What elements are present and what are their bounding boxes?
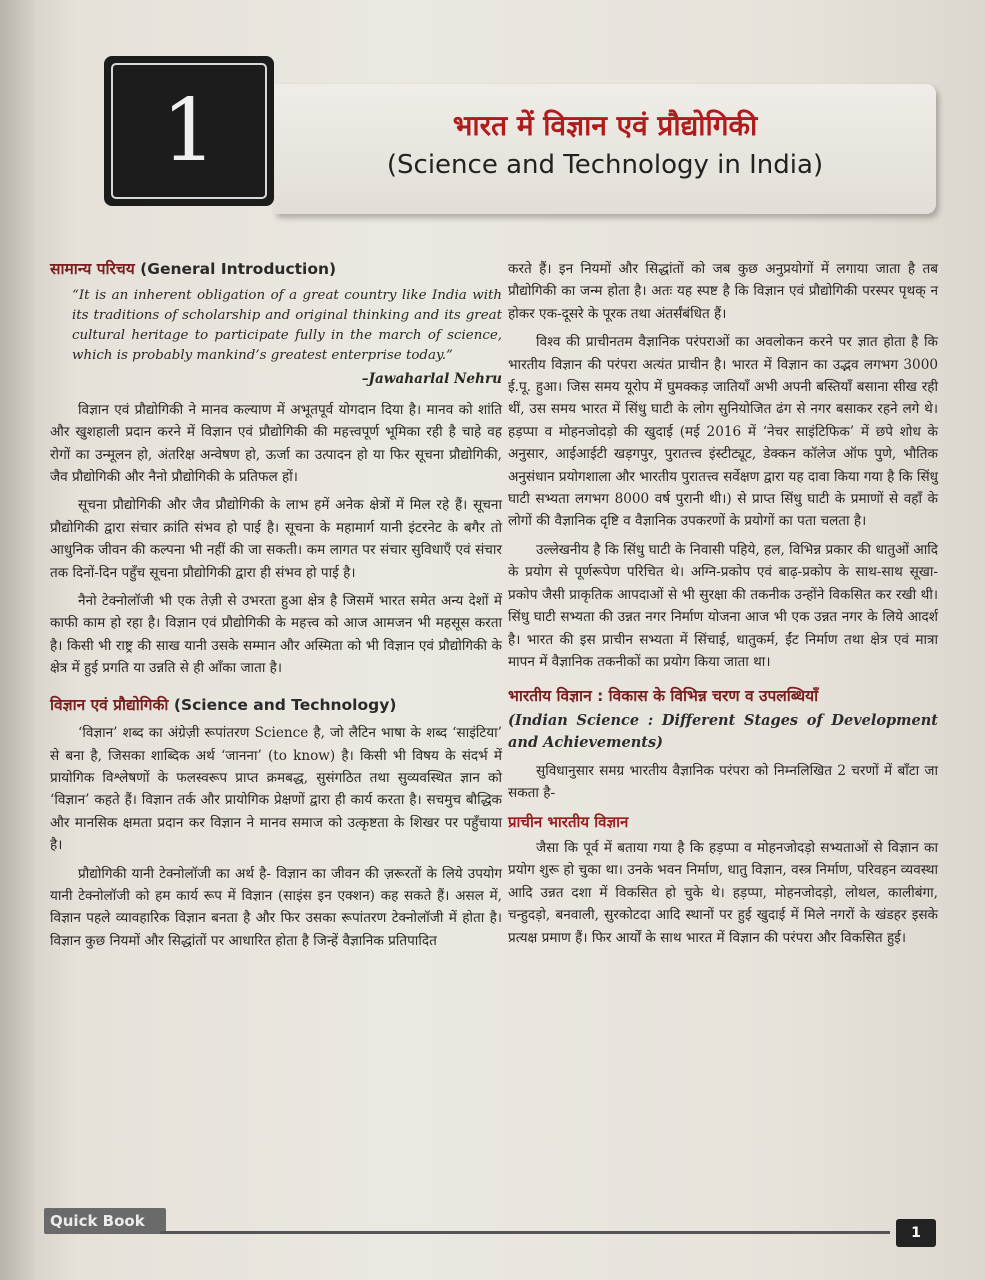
chapter-title-english: (Science and Technology in India) [386, 150, 824, 180]
intro-paragraph-1: विज्ञान एवं प्रौद्योगिकी ने मानव कल्याण में अभूतपूर्व योगदान दिया है। मानव को शांति और खुशहाली प्रदान करने में विज्ञान एवं प्रौद्योगिकी की महत्त्वपूर्ण भूमिका रही है चाहे वह रोगों का उन्मूलन हो, अंतरिक्ष अन्वेषण हो, ऊर्जा का उत्पादन हो या फिर सूचना प्रौद्योगिकी, जैव प्रौद्योगिकी और नैनो प्रौद्योगिकी के प्रतिफल हों। [50, 401, 502, 486]
intro-paragraph-2: सूचना प्रौद्योगिकी और जैव प्रौद्योगिकी के लाभ हमें अनेक क्षेत्रों में मिल रहे हैं। सूचना प्रौद्योगिकी द्वारा संचार क्रांति संभव हो पाई है। सूचना के महामार्ग यानी इंटरनेट के बगैर तो आधुनिक जीवन की कल्पना भी नहीं की जा सकती। कम लागत पर संचार सुविधाएँ एवं संचार तक दिनों-दिन पहुँच सूचना प्रौद्योगिकी द्वारा ही संभव हो पाई है। [50, 497, 502, 581]
left-column [50, 258, 502, 958]
chapter-title-banner [274, 84, 936, 214]
chapter-number: 1 [111, 63, 267, 199]
ancient-science-heading: प्राचीन भारतीय विज्ञान [508, 812, 629, 831]
science-heading-hindi: विज्ञान एवं प्रौद्योगिकी [50, 695, 169, 714]
stages-paragraph: सुविधानुसार समग्र भारतीय वैज्ञानिक परंपरा को निम्नलिखित 2 चरणों में बाँटा जा सकता है- [508, 762, 938, 802]
chapter-title-hindi: भारत में विज्ञान एवं प्रौद्योगिकी [452, 109, 758, 142]
stages-heading-hindi: भारतीय विज्ञान : विकास के विभिन्न चरण व उपलब्धियाँ [508, 687, 819, 706]
book-spine [0, 0, 34, 1280]
science-heading-english: (Science and Technology) [173, 695, 397, 714]
stages-heading-english: (Indian Science : Different Stages of Development and Achievements) [508, 711, 938, 751]
indus-valley-paragraph: उल्लेखनीय है कि सिंधु घाटी के निवासी पहिये, हल, विभिन्न प्रकार की धातुओं आदि के प्रयोग से पूर्णरूपेण परिचित थे। अग्नि-प्रकोप एवं बाढ़-प्रकोप के साथ-साथ सूखा-प्रकोप जैसी प्राकृतिक आपदाओं से भी सुरक्षा की तकनीक उन्होंने विकसित कर रखी थी। सिंधु घाटी सभ्यता की उन्नत नगर निर्माण योजना आज भी एक उन्नत नगर के लिये आदर्श है। भारत की इस प्राचीन सभ्यता में सिंचाई, धातुकर्म, ईंट निर्माण तथा क्षेत्र एवं मात्रा मापन में वैज्ञानिक तकनीकों का प्रयोग किया जाता था। [508, 541, 938, 670]
chapter-number-box [104, 56, 274, 206]
page-number: 1 [896, 1219, 936, 1247]
science-technology-heading [50, 694, 502, 716]
footer-divider [160, 1231, 890, 1234]
science-paragraph-2: प्रौद्योगिकी यानी टेक्नोलॉजी का अर्थ है- विज्ञान का जीवन की ज़रूरतों के लिये उपयोग यानी टेक्नोलॉजी को हम कार्य रूप में विज्ञान (साइंस इन एक्शन) कह सकते हैं। असल में, विज्ञान पहले व्यावहारिक विज्ञान बनता है और फिर उसका रूपांतरण टेक्नोलॉजी में होता है। विज्ञान कुछ नियमों और सिद्धांतों पर आधारित होता है जिन्हें वैज्ञानिक प्रतिपादित [50, 865, 502, 949]
right-column [508, 258, 938, 955]
continued-paragraph: करते हैं। इन नियमों और सिद्धांतों को जब कुछ अनुप्रयोगों में लगाया जाता है तब प्रौद्योगिकी का जन्म होता है। अतः यह स्पष्ट है कि विज्ञान एवं प्रौद्योगिकी परस्पर पृथक् न होकर एक-दूसरे के पूरक तथा अंतर्संबंधित हैं। [508, 261, 938, 322]
ancient-science-paragraph: जैसा कि पूर्व में बताया गया है कि हड़प्पा व मोहनजोदड़ो सभ्यताओं से विज्ञान का प्रयोग शुरू हो चुका था। उनके भवन निर्माण, धातु विज्ञान, वस्त्र निर्माण, परिवहन व्यवस्था आदि उन्नत दशा में विकसित हो चुके थे। हड़प्पा, मोहनजोदड़ो, लोथल, कालीबंगा, चन्हुदड़ो, बनवाली, सुरकोटदा आदि स्थानों पर हुई खुदाई में मिले नगरों के खंडहर इसके प्रत्यक्ष प्रमाण हैं। फिर आर्यों के साथ भारत में विज्ञान की परंपरा और विकसित हुई। [508, 839, 938, 946]
intro-heading-english: (General Introduction) [140, 260, 337, 278]
quote-author: –Jawaharlal Nehru [361, 371, 502, 388]
nehru-quote: “It is an inherent obligation of a great country like India with its traditions of scholarship and original thinking and its great cultural heritage to participate fully in the march of science, which is probably mankind’s greatest enterprise today.” [72, 288, 502, 364]
intro-heading [50, 258, 502, 280]
intro-heading-hindi: सामान्य परिचय [50, 260, 135, 278]
footer-brand: Quick Book [44, 1208, 166, 1234]
science-paragraph-1: ‘विज्ञान’ शब्द का अंग्रेज़ी रूपांतरण Science है, जो लैटिन भाषा के शब्द ‘साइंटिया’ से बना है, जिसका शाब्दिक अर्थ ‘जानना’ (to know) है। किसी भी विषय के संदर्भ में प्रायोगिक विश्लेषणों के फलस्वरूप प्राप्त क्रमबद्ध, सुसंगठित तथा सुव्यवस्थित ज्ञान को ‘विज्ञान’ कहते हैं। विज्ञान तर्क और प्रायोगिक प्रेक्षणों द्वारा ही कार्य करता है। सचमुच बौद्धिक और मानसिक क्षमता प्रदान कर विज्ञान ने मानव समाज को उत्कृष्टता के शिखर पर पहुँचाया है। [50, 725, 502, 854]
intro-paragraph-3: नैनो टेक्नोलॉजी भी एक तेज़ी से उभरता हुआ क्षेत्र है जिसमें भारत समेत अन्य देशों में काफी काम हो रहा है। विज्ञान एवं प्रौद्योगिकी के महत्त्व को आज आमजन भी महसूस करता है। किसी भी राष्ट्र की साख यानी उसके सम्मान और अस्मिता को भी विज्ञान एवं प्रौद्योगिकी के क्षेत्र में हुई प्रगति या उन्नति से ही आँका जाता है। [50, 593, 502, 677]
ancient-tradition-paragraph: विश्व की प्राचीनतम वैज्ञानिक परंपराओं का अवलोकन करने पर ज्ञात होता है कि भारतीय विज्ञान की परंपरा अत्यंत प्राचीन है। भारत में विज्ञान का उद्भव लगभग 3000 ई.पू. हुआ। जिस समय यूरोप में घुमक्कड़ जातियाँ अभी अपनी बस्तियाँ बसाना सीख रही थीं, उस समय भारत में सिंधु घाटी के लोग सुनियोजित ढंग से नगर बसाकर रहने लगे थे। हड़प्पा व मोहनजोदड़ो की खुदाई (मई 2016 में ‘नेचर साइंटिफिक’ में छपे शोध के अनुसार, आईआईटी खड़गपुर, पुरातत्त्व इंस्टीट्यूट, डेक्कन कॉलेज ऑफ पुणे, भौतिक अनुसंधान प्रयोगशाला और भारतीय पुरातत्त्व सर्वेक्षण द्वारा यह दावा किया गया है कि सिंधु घाटी सभ्यता लगभग 8000 वर्ष पुरानी थी।) से प्राप्त सिंधु घाटी के प्रमाणों से वहाँ के लोगों की वैज्ञानिक दृष्टि व वैज्ञानिक उपकरणों के प्रयोगों का पता चलता है। [508, 334, 938, 530]
